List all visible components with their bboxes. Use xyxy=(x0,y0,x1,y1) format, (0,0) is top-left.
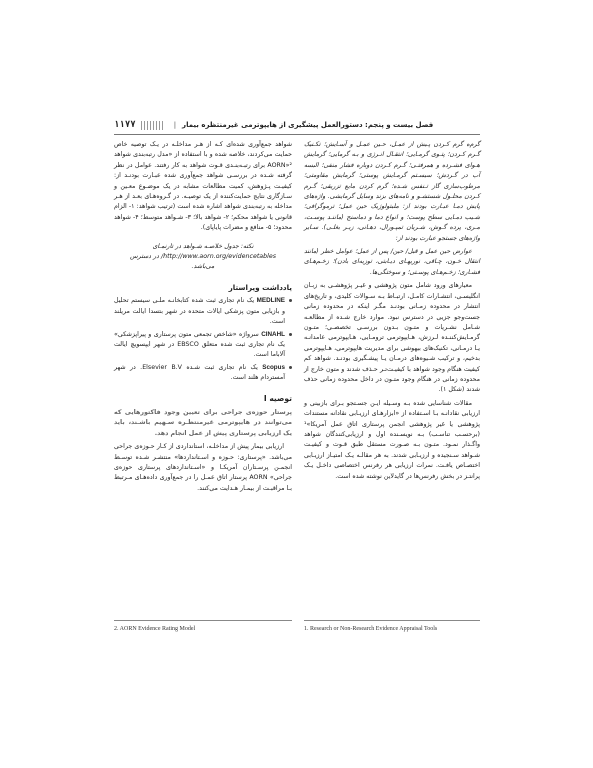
database-item-medline xyxy=(114,296,292,327)
assessment-paragraph: ارزیابی بیمار پیش از مداخلـه، استانداردی از کـار حـوزه‌ی جراحی می‌باشد. «پرستاری: حـوزه و اسـتانداردها» منتشـر شـده توسـط انجمـن پرسـتاران آمریکـا و «اسـتانداردهای پرستاری حوزه‌ی جراحی» AORN پرستار اتاق عمـل را در جمع‌آوری داده‌هـای مـرتبط بـا مراقبـت از بیمـار هـدایت می‌کنند. xyxy=(114,443,292,492)
database-name: MEDLINE xyxy=(256,297,285,305)
chapter-title: فصل بیست و پنجم: دستورالعمل پیشگیری از هایپوترمی غیرمنتظره بیمار xyxy=(182,121,434,129)
evidence-table-note: نکته: جدول خلاصـه شـواهد در تارنمـای http://www.aorn.org/evidencetables/ در دسترس می‌باشد. xyxy=(129,242,277,271)
footnote-right: 1. Research or Non-Research Evidence Appraisal Tools xyxy=(304,626,438,632)
database-description: یک نام تجاری ثبت شـده Elsevier B.V. در شهر آمستردام هلند است. xyxy=(114,363,285,382)
bullet-icon xyxy=(289,299,292,302)
page-number: ۱۱۷۷ xyxy=(114,120,136,130)
evidence-summary-paragraph: شواهد جمع‌آوری شده‌ای کـه از هـر مداخلـه در یـک توصیه خاص حمایت می‌کردند، خلاصه شده و با استفاده از «مدل رتبه‌بندی شواهد AORN»² برای رتبـه‌بنـدی قـوت شواهد به کار رفتند. عوامل در نظر گرفته شـده در بررسـی شواهد جمع‌آوری شده عبـارت بودنـد از: کیفیـت پـژوهش، کمیت مطالعات مشابه در یک موضـوع معـین و سـازگاری نتایج حمایت‌کننده از یک توصیـه. در گـروه‌هـای بعـد از هـر مداخله به رتبه‌بندی شواهد اشاره شده است (ترتیب شواهد: ۱- الزام قانونی یا شواهد محکم؛ ۲- شواهد بالا؛ ۳- شـواهد متوسط؛ ۴- شواهد محدود؛ ۵- منافع و مضرات پایاپای). xyxy=(114,141,292,232)
database-description: سرواژه «شاخص تجمعی متون پرستاری و پیراپزشکی» یک نام تجاری ثبت شده متعلق EBSCO در شهر ایپسویچ ایالت آلاباما است. xyxy=(114,330,285,359)
complications-paragraph: عوارض حین عمل و قبل/ حین/ پس از عمل؛ عوامل خطر (مانند انتقال خـون، چـاقی، نوریهـای دیـابتی، توزیه‌ای بادن)؛ زخـم‌هـای فشـاری؛ زخـم‌هـای پوسـتی؛ و سوختگی‌ها. xyxy=(304,248,480,276)
header-rule xyxy=(114,134,480,135)
running-header xyxy=(114,118,474,132)
footnote-rule-left xyxy=(114,620,292,621)
footnote-rule-right xyxy=(304,620,480,621)
database-name: Scopus xyxy=(262,363,285,371)
database-name: CINAHL xyxy=(261,330,285,338)
bullet-icon xyxy=(289,333,292,336)
search-terms-paragraph: گرم‌ه گرم کـردن پـیش از عمـل، حـین عمـل و آسـایش؛ تکـنیک گـرم کـردن؛ پتـوی گرمـایی؛ انتقـال انـرژی و بـه گرمایی؛ گرمایش هـوای فشـرده و همرفتـی؛ گـرم کـردن دوباره فشار منفی؛ البسه آب در گـردش؛ سیسـتم گرمـایش پوستی؛ گرمایش مقاومتی؛ مرطوب‌سازی گاز تـنفس شـده؛ گرم کردن مایع تزریقی؛ گـرم کـردن محلـول شستشـو و نامه‌های بزند وسایل گرمایشی. واژه‌های پایش دمـا عبـارت بودند از: ملبتولوژیک حین عمل؛ ترموگرافی؛ شـیب دمـایی سطح پوست؛ و انواع دما و دماسنج (ماننـد پوسـت، مـری، پرده گـوش، شـریان تمپـورال، دهـانی، زیـر بغلـی). سـایر واژه‌های جستجو عبارت بودند از: xyxy=(304,141,480,242)
inclusion-criteria-paragraph: معیارهای ورود شامل متون پژوهشی و غیـر پژوهشـی به زبـان انگلیسـی، انتشـارات کامـل، ارتبـاط بـه سـوالات کلیدی، و تاریخ‌های انتشار در محدوده زمـانی بودنـد مگـر اینکه در محدوده زمانی جست‌وجو جزیی در دسترس نبود. موارد خارج شـده از مطالعـه شـامل نشـریات و متـون بـدون بررسـی تخصصـی؛ متـون گرمـایش‌کننـده لـرزش، هـایپوترمی ترومـایی، هـایپوترمی عامدانـه یـا درمـانی، تکنیک‌های بیهوشی برای مدیریت هایپوترمی، هـایپوترمی بدخیم، و ترکیب شـیوه‌های درمـان یـا پیشـگیری بودنـد. شواهد کم کیفیت هنگام وجود شواهد با کیفیـت‌تـر حـذف شدند و متون خارج از محدوده زمانی در هنگام وجود متـون در داخل محدوده زمانی حذف شدند (شکل ۱). xyxy=(304,282,480,394)
right-column xyxy=(304,140,480,485)
left-column xyxy=(114,140,292,497)
bullet-icon xyxy=(289,366,292,369)
header-separator: | xyxy=(173,121,177,129)
editor-note-heading: یادداشت ویراستار xyxy=(228,282,292,292)
recommendation-heading: توصیه I xyxy=(263,393,292,403)
header-decoration xyxy=(141,121,163,130)
database-item-scopus xyxy=(114,363,292,384)
database-description: یک نام تجاری ثبت شده کتابخانـه ملـی سیستم تحلیل و بازیابی متون پزشکی ایالات متحده در شهر بتسدا ایالت مریلند است. xyxy=(114,297,285,326)
recommendation-statement: پرستار حوزه‌ی جراحی برای تعیین وجود فاکتورهایی که می‌توانند در هایپوترمی غیرمنتظـره سـهیم باشـند، باید یک ارزیابی پرستاری پیش از عمل انجام دهد. xyxy=(114,408,292,437)
appraisal-paragraph: مقالات شناسایی شده بـه وسـیله ایـن جسـتجو بـرای بازبینی و ارزیابی نقادانـه بـا اسـتفاده از «ابزارهـای ارزیـابی نقادانه مستندات پژوهشی یا غیر پژوهشی انجمن پرستاری اتاق عمل آمریکا»¹ (برحسـب تناسـب) بـه نویسـنده اول و ارزیابی‌کنندگان شواهد واگـذار نمـود. متـون بـه صـورت مستقل طبق قـوت و کیفیـت شـواهد سـنجیده و ارزیـابی شدند. به هر مقالـه یـک امتیـاز ارزیـابی اختصـاص یافـت. نمرات ارزیابی هر رفرنس اختصاصی داخـل یـک پرانتـز در بخش رفرنس‌ها در گایدلاین نوشته شده است. xyxy=(304,399,480,480)
database-item-cinahl xyxy=(114,330,292,361)
footnote-left: 2. AORN Evidence Rating Model xyxy=(114,626,196,632)
